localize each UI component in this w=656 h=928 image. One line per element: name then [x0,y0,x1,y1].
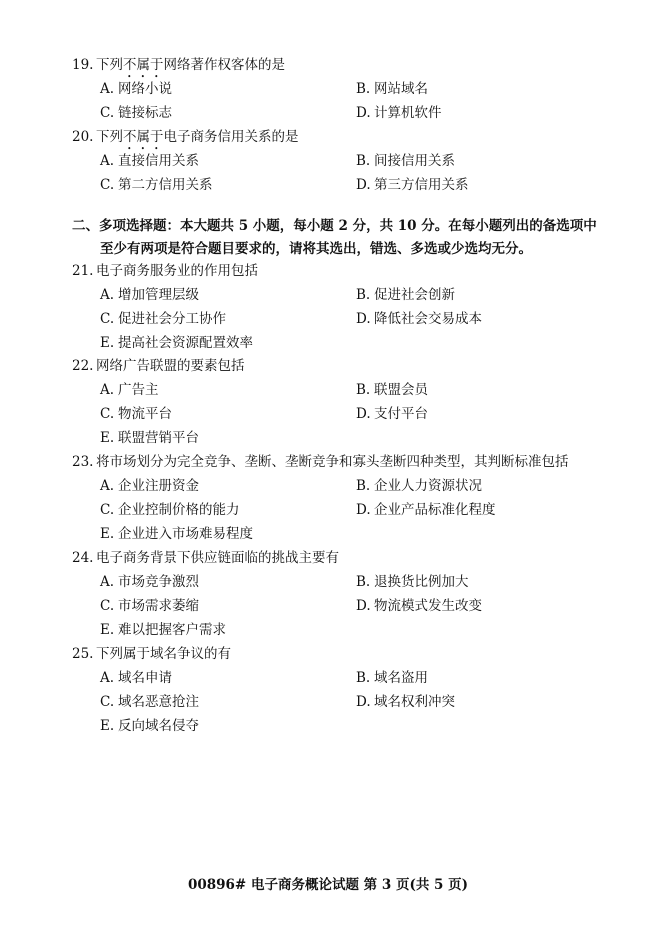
option-text: 企业进入市场难易程度 [118,526,253,542]
q25-option-c [100,693,199,711]
section-2-instructions: 至少有两项是符合题目要求的，请将其选出，错选、多选或少选均无分。 [100,241,532,257]
question-25 [72,645,231,663]
question-20 [72,128,299,153]
page-footer: 00896# 电子商务概论试题 第 3 页(共 5 页) [187,877,469,893]
q20-option-c [100,176,213,194]
option-text: 域名恶意抢注 [118,694,199,710]
option-text: 市场竞争激烈 [118,574,199,590]
question-number: 21. [72,263,94,279]
option-letter: C. [100,177,115,193]
q25-option-b [356,669,428,687]
question-number: 24. [72,550,94,566]
option-text: 市场需求萎缩 [118,598,199,614]
question-text: 电子商务服务业的作用包括 [96,263,258,279]
question-text-pre: 下列 [96,57,123,73]
q25-option-e [100,717,199,735]
question-19 [72,56,285,81]
option-letter: D. [356,311,371,327]
option-letter: A. [100,670,115,686]
option-text: 间接信用关系 [374,153,455,169]
option-text: 网站域名 [374,81,428,97]
question-24 [72,549,339,567]
option-letter: A. [100,153,115,169]
option-letter: D. [356,105,371,121]
option-letter: B. [356,153,371,169]
option-letter: D. [356,598,371,614]
q23-option-b [356,477,482,495]
option-text: 退换货比例加大 [374,574,469,590]
q24-option-a [100,573,199,591]
question-number: 22. [72,358,94,374]
q24-option-b [356,573,469,591]
option-letter: D. [356,177,371,193]
q22-option-b [356,381,428,399]
option-letter: A. [100,81,115,97]
option-text: 企业人力资源状况 [374,478,482,494]
option-letter: D. [356,502,371,518]
question-23 [72,453,569,471]
q23-option-a [100,477,199,495]
option-letter: C. [100,311,115,327]
question-22 [72,357,245,375]
option-text: 直接信用关系 [118,153,199,169]
option-letter: B. [356,670,371,686]
q22-option-d [356,405,428,423]
q24-option-c [100,597,199,615]
question-text-post: 电子商务信用关系的是 [163,129,299,145]
q25-option-a [100,669,172,687]
option-letter: E. [100,526,115,542]
option-letter: C. [100,598,115,614]
option-text: 网络小说 [118,81,172,97]
q20-option-a [100,152,199,170]
option-text: 支付平台 [374,406,428,422]
q22-option-a [100,381,159,399]
question-number: 25. [72,646,94,662]
q24-option-d [356,597,482,615]
option-text: 物流模式发生改变 [374,598,482,614]
option-text: 促进社会创新 [374,287,455,303]
section-2-heading: 二、多项选择题：本大题共 5 小题，每小题 2 分，共 10 分。在每小题列出的备选项中 [72,218,597,234]
option-letter: A. [100,382,115,398]
option-text: 提高社会资源配置效率 [118,335,253,351]
option-text: 促进社会分工协作 [118,311,226,327]
question-number: 19. [72,57,94,73]
question-text: 电子商务背景下供应链面临的挑战主要有 [96,550,339,566]
option-letter: E. [100,430,115,446]
option-text: 计算机软件 [374,105,442,121]
option-letter: B. [356,382,371,398]
option-text: 第三方信用关系 [374,177,469,193]
option-text: 域名盗用 [374,670,428,686]
option-text: 域名申请 [118,670,172,686]
option-letter: B. [356,287,371,303]
option-text: 联盟会员 [374,382,428,398]
option-letter: A. [100,287,115,303]
q23-option-c [100,501,240,519]
q21-option-e [100,334,253,352]
option-text: 物流平台 [118,406,172,422]
q21-option-b [356,286,455,304]
option-letter: B. [356,574,371,590]
question-text-emphasis: 不属于 [123,57,164,73]
option-text: 降低社会交易成本 [374,311,482,327]
option-text: 企业控制价格的能力 [118,502,240,518]
q22-option-c [100,405,172,423]
q23-option-d [356,501,496,519]
option-letter: C. [100,406,115,422]
q23-option-e [100,525,253,543]
option-text: 增加管理层级 [118,287,199,303]
q19-option-a [100,80,172,98]
question-21 [72,262,258,280]
option-letter: C. [100,105,115,121]
question-text-pre: 下列 [96,129,123,145]
q21-option-d [356,310,482,328]
option-text: 企业产品标准化程度 [374,502,496,518]
question-text: 下列属于域名争议的有 [96,646,231,662]
option-letter: E. [100,718,115,734]
option-letter: B. [356,478,371,494]
option-letter: B. [356,81,371,97]
q21-option-a [100,286,199,304]
q21-option-c [100,310,226,328]
option-text: 第二方信用关系 [118,177,213,193]
question-number: 20. [72,129,94,145]
option-letter: D. [356,406,371,422]
option-letter: A. [100,574,115,590]
question-text-post: 网络著作权客体的是 [163,57,285,73]
q22-option-e [100,429,199,447]
option-letter: C. [100,694,115,710]
question-text: 将市场划分为完全竞争、垄断、垄断竞争和寡头垄断四种类型，其判断标准包括 [96,454,569,470]
q19-option-b [356,80,428,98]
question-number: 23. [72,454,94,470]
option-letter: C. [100,502,115,518]
option-text: 反向域名侵夺 [118,718,199,734]
option-text: 域名权利冲突 [374,694,455,710]
q24-option-e [100,621,226,639]
q20-option-b [356,152,455,170]
q25-option-d [356,693,455,711]
option-letter: E. [100,622,115,638]
option-letter: D. [356,694,371,710]
option-text: 链接标志 [118,105,172,121]
question-text: 网络广告联盟的要素包括 [96,358,245,374]
option-text: 联盟营销平台 [118,430,199,446]
question-text-emphasis: 不属于 [123,129,164,145]
option-text: 广告主 [118,382,159,398]
option-letter: E. [100,335,115,351]
option-text: 企业注册资金 [118,478,199,494]
q20-option-d [356,176,469,194]
q19-option-d [356,104,442,122]
option-letter: A. [100,478,115,494]
option-text: 难以把握客户需求 [118,622,226,638]
q19-option-c [100,104,172,122]
